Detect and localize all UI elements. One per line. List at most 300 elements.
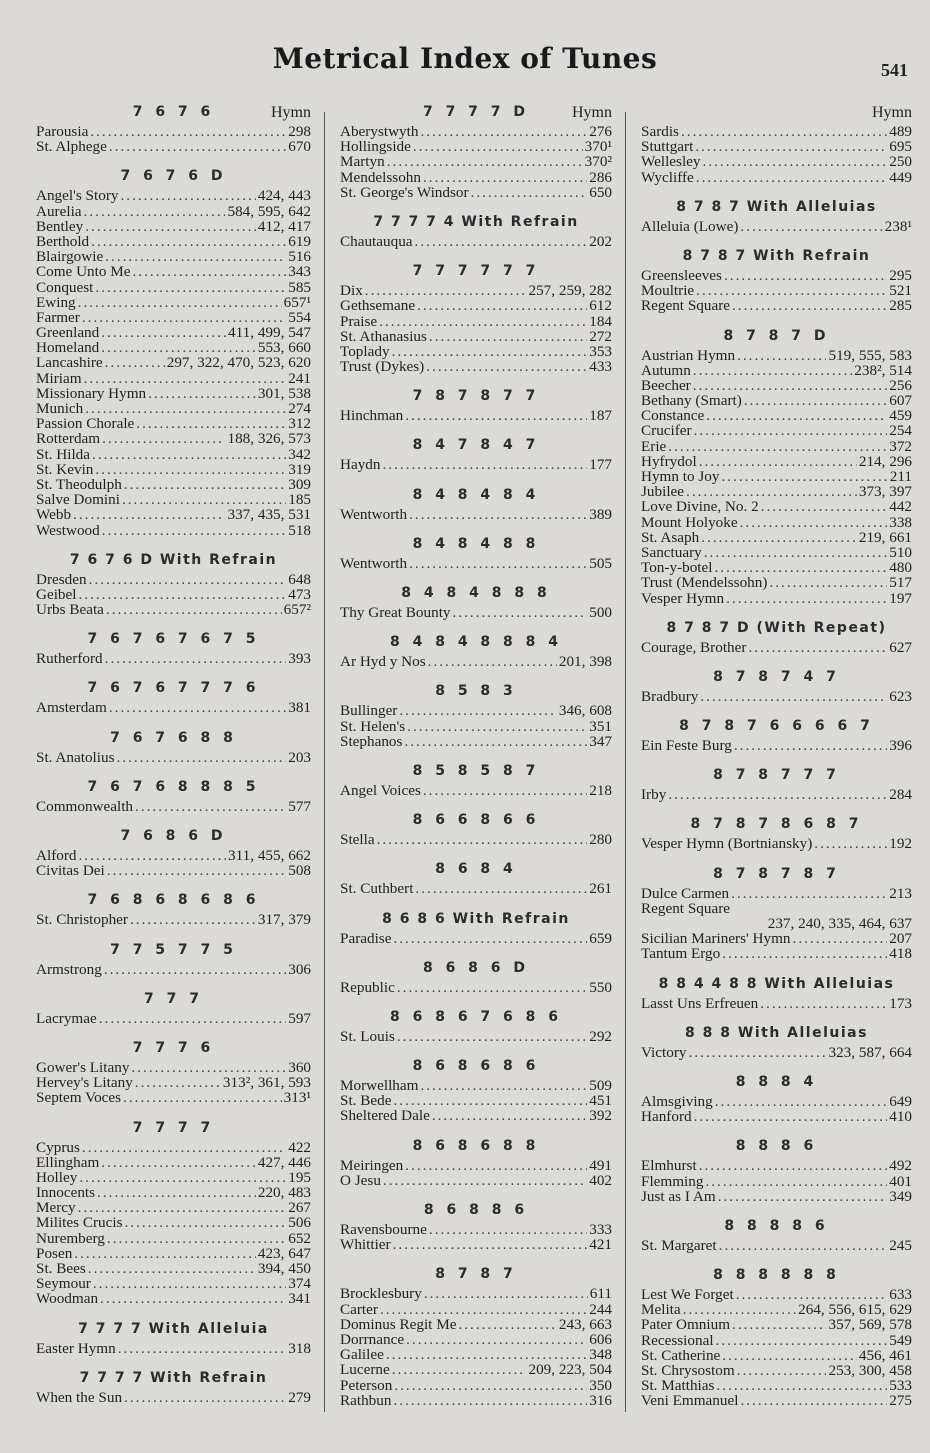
dot-leader [732, 1317, 826, 1332]
tune-entry [36, 204, 311, 219]
meter-label: 8 7 8 7 4 7 [713, 668, 840, 685]
tune-name: Posen [36, 1244, 73, 1262]
tune-entry [641, 1348, 912, 1363]
meter-label: 7 6 7 6 [132, 104, 215, 120]
hymn-numbers: 649 [889, 1092, 912, 1110]
tune-entry [641, 170, 912, 185]
meter-label: 8 6 8 6 With Refrain [382, 910, 570, 927]
hymn-numbers: 207 [889, 930, 912, 948]
hymn-numbers: 389 [589, 505, 612, 523]
tune-entry [641, 1045, 912, 1060]
meter-heading [340, 911, 612, 929]
tune-entry [36, 431, 311, 446]
tune-name: Berthold [36, 232, 90, 250]
tune-name: Salve Domini [36, 491, 120, 509]
hymn-numbers: 264, 556, 615, 629 [798, 1301, 912, 1319]
hymn-numbers: 657² [283, 601, 311, 619]
tune-name: St. Matthias [641, 1377, 715, 1395]
dot-leader [97, 1185, 256, 1200]
tune-name: St. Hilda [36, 445, 91, 463]
dot-leader [148, 386, 256, 401]
tune-entry [36, 188, 311, 203]
dot-leader [101, 325, 226, 340]
tune-entry [641, 1109, 912, 1124]
tune-entry [340, 605, 612, 620]
tune-name: Alford [36, 847, 77, 864]
meter-section [36, 779, 311, 814]
dot-leader [704, 545, 887, 560]
dot-leader [769, 575, 887, 590]
meter-heading [641, 248, 912, 266]
hymn-numbers: 393 [288, 650, 311, 668]
meter-heading [641, 104, 912, 122]
dot-leader [82, 1140, 286, 1155]
tune-name: Commonwealth [36, 797, 134, 815]
hymn-numbers: 301, 538 [257, 384, 311, 402]
tune-entry [36, 416, 311, 431]
dot-leader [405, 1158, 587, 1173]
meter-label: 8 4 8 4 8 8 8 [401, 585, 551, 601]
dot-leader [740, 219, 882, 234]
meter-section [641, 1074, 912, 1124]
meter-heading [641, 816, 912, 834]
tune-name: Autumn [641, 361, 691, 379]
meter-heading [340, 1058, 612, 1076]
tune-entry [641, 484, 912, 499]
hymn-numbers: 272 [589, 327, 612, 345]
tune-name: Tantum Ergo [641, 945, 721, 963]
dot-leader [406, 1332, 587, 1347]
tune-entry [36, 325, 311, 340]
hymn-numbers: 238¹ [884, 217, 912, 235]
tune-name: Greenland [36, 324, 100, 342]
tune-entry [641, 996, 912, 1011]
tune-entry [641, 348, 912, 363]
hymn-numbers: 195 [288, 1168, 311, 1186]
meter-label: 8 6 6 8 6 6 [412, 812, 540, 829]
meter-heading [340, 1138, 612, 1156]
tune-name: Bullinger [340, 702, 398, 720]
dot-leader [716, 1378, 887, 1393]
tune-name: St. Alphege [36, 138, 107, 156]
dot-leader [73, 507, 225, 522]
meter-label: 7 6 7 6 D With Refrain [69, 551, 278, 568]
meter-heading [641, 1074, 912, 1092]
meter-label: 8 5 8 5 8 7 [412, 762, 540, 779]
dot-leader [686, 484, 857, 499]
dot-leader [706, 408, 887, 423]
tune-name: Rotterdam [36, 430, 101, 448]
tune-name: When the Sun [36, 1388, 123, 1406]
tune-entry [36, 295, 311, 310]
dot-leader [95, 462, 286, 477]
hymn-numbers: 500 [589, 604, 612, 621]
hymn-numbers: 313¹ [283, 1089, 311, 1107]
tune-entry [36, 863, 311, 878]
column-divider [625, 112, 626, 1412]
tune-entry [36, 1140, 311, 1155]
dot-leader [668, 787, 887, 802]
dot-leader [107, 1231, 286, 1246]
meter-section [641, 767, 912, 802]
dot-leader [116, 750, 286, 765]
meter-section [36, 730, 311, 765]
tune-name: Sardis [641, 123, 679, 140]
tune-name: Wycliffe [641, 168, 694, 186]
meter-label: 8 4 8 4 8 4 [412, 486, 540, 503]
tune-name: Courage, Brother [641, 638, 747, 656]
hymn-numbers: 348 [589, 1346, 612, 1364]
tune-name: Chautauqua [340, 232, 413, 250]
meter-heading [36, 1321, 311, 1339]
dot-leader [428, 654, 557, 669]
tune-entry [36, 1231, 311, 1246]
dot-leader [668, 439, 887, 454]
tune-name: Ravensbourne [340, 1221, 427, 1238]
tune-name: St. Theodulph [36, 475, 122, 493]
tune-entry [36, 1390, 311, 1405]
dot-leader [429, 329, 587, 344]
hymn-numbers: 473 [288, 585, 311, 603]
tune-name: Melita [641, 1301, 681, 1319]
tune-entry [340, 408, 612, 423]
hymn-numbers: 611 [589, 1285, 612, 1303]
meter-section [641, 199, 912, 234]
tune-name: Homeland [36, 339, 100, 357]
dot-leader [705, 1174, 887, 1189]
tune-entry [641, 298, 912, 313]
tune-name: Crucifer [641, 422, 692, 440]
dot-leader [694, 423, 888, 438]
tune-name: Innocents [36, 1184, 96, 1202]
meter-label: 7 7 7 7 With Alleluia [78, 1320, 269, 1337]
tune-entry [36, 249, 311, 264]
page-number: 541 [881, 60, 908, 80]
tune-name: Whittier [340, 1236, 391, 1254]
tune-entry [36, 462, 311, 477]
hymn-numbers: 285 [889, 297, 912, 315]
dot-leader [700, 689, 887, 704]
dot-leader [716, 1333, 888, 1348]
dot-leader [793, 931, 888, 946]
hymn-numbers: 519, 555, 583 [828, 346, 912, 364]
meter-section [340, 683, 612, 749]
tune-entry [641, 836, 912, 851]
tune-entry [340, 980, 612, 995]
dot-leader [105, 249, 286, 264]
dot-leader [377, 832, 588, 847]
tune-name: St. Bede [340, 1092, 392, 1110]
hymn-numbers: 280 [589, 831, 612, 849]
dot-leader [397, 1029, 587, 1044]
tune-name: Dominus Regit Me [340, 1315, 457, 1333]
meter-heading [340, 536, 612, 554]
hymn-numbers: 373, 397 [858, 483, 912, 501]
meter-section [340, 911, 612, 946]
dot-leader [78, 295, 282, 310]
dot-leader [404, 734, 587, 749]
hymn-numbers: 374 [288, 1275, 311, 1293]
dot-leader [130, 912, 256, 927]
hymn-numbers: 381 [288, 699, 311, 717]
tune-entry [641, 640, 912, 655]
tune-entry [641, 787, 912, 802]
tune-entry [36, 848, 311, 863]
tune-name: Sanctuary [641, 543, 702, 561]
dot-leader [383, 457, 588, 472]
dot-leader [102, 431, 225, 446]
tune-entry [340, 832, 612, 847]
meter-heading [340, 1266, 612, 1284]
dot-leader [90, 124, 286, 139]
hymn-numbers: 297, 322, 470, 523, 620 [166, 354, 311, 372]
dot-leader [695, 139, 887, 154]
meter-section [641, 1138, 912, 1204]
tune-entry [340, 1108, 612, 1123]
hymn-numbers: 173 [889, 994, 912, 1012]
tune-name: Parousia [36, 123, 89, 140]
meter-heading [641, 976, 912, 994]
tune-name: Regent Square [641, 899, 730, 917]
meter-label: 8 6 8 6 D [422, 959, 530, 976]
dot-leader [387, 154, 583, 169]
hymn-numbers: 347 [589, 732, 612, 750]
meter-heading [340, 1202, 612, 1220]
tune-entry [36, 523, 311, 538]
tune-entry [340, 1158, 612, 1173]
tune-entry [340, 1286, 612, 1301]
tune-entry [340, 344, 612, 359]
hymn-numbers: 652 [288, 1229, 311, 1247]
hymn-numbers: 343 [288, 263, 311, 281]
meter-heading [340, 683, 612, 701]
tune-entry [36, 1200, 311, 1215]
hymn-numbers: 459 [889, 407, 912, 425]
hymn-numbers: 256 [889, 376, 912, 394]
hymn-numbers: 480 [889, 559, 912, 577]
tune-entry [340, 154, 612, 169]
meter-label: 8 8 8 8 8 8 [713, 1267, 840, 1284]
meter-label: 8 8 8 4 [735, 1073, 818, 1090]
meter-section [340, 1138, 612, 1188]
meter-section [36, 991, 311, 1026]
meter-heading [36, 1120, 311, 1138]
tune-entry [340, 1393, 612, 1408]
meter-label: 7 6 7 6 8 8 8 5 [87, 778, 260, 795]
meter-section [340, 214, 612, 249]
hymn-numbers: 577 [288, 797, 311, 815]
dot-leader [458, 1317, 556, 1332]
tune-entry [641, 378, 912, 393]
tune-entry [340, 1302, 612, 1317]
dot-leader [420, 1078, 587, 1093]
hymn-numbers: 276 [589, 123, 612, 140]
tune-entry [36, 401, 311, 416]
meter-section [641, 1025, 912, 1060]
dot-leader [734, 738, 887, 753]
meter-section [340, 812, 612, 847]
meter-section [641, 104, 912, 185]
dot-leader [393, 1393, 587, 1408]
tune-entry [36, 340, 311, 355]
tune-name: Lacrymae [36, 1009, 97, 1027]
tune-name: Galilee [340, 1346, 384, 1364]
dot-leader [102, 523, 286, 538]
tune-name: Sheltered Dale [340, 1107, 430, 1125]
tune-name: Lest We Forget [641, 1286, 734, 1304]
dot-leader [726, 591, 887, 606]
meter-section [340, 763, 612, 798]
dot-leader [683, 1302, 796, 1317]
tune-name: Munich [36, 400, 84, 417]
tune-entry [36, 124, 311, 139]
tune-name: Lasst Uns Erfreuen [641, 994, 759, 1012]
tune-name: St. Athanasius [340, 327, 427, 345]
tune-name: Westwood [36, 521, 100, 539]
tune-entry [36, 799, 311, 814]
hymn-numbers: 238², 514 [854, 361, 912, 379]
tune-name: Stuttgart [641, 138, 694, 156]
meter-heading [641, 1025, 912, 1043]
meter-label: 7 6 8 6 8 6 8 6 [87, 892, 260, 909]
dot-leader [123, 1090, 282, 1105]
tune-entry [36, 139, 311, 154]
meter-section [340, 536, 612, 571]
dot-leader [397, 980, 587, 995]
dot-leader [740, 515, 888, 530]
tune-name: St. Helen's [340, 717, 406, 735]
meter-heading [340, 214, 612, 232]
tune-entry [36, 1261, 311, 1276]
meter-label: 8 7 8 7 With Refrain [682, 247, 871, 264]
hymn-numbers: 275 [889, 1392, 912, 1410]
tune-name: Rathbun [340, 1391, 392, 1409]
tune-entry [36, 700, 311, 715]
tune-name: Regent Square [641, 297, 730, 315]
hymn-numbers: 506 [288, 1214, 311, 1232]
hymn-numbers: 311, 455, 662 [228, 847, 311, 864]
hymn-numbers: 517 [889, 574, 912, 592]
hymn-numbers: 421 [589, 1236, 612, 1254]
dot-leader [124, 477, 286, 492]
hymn-column-label: Hymn [872, 104, 912, 121]
meter-section [641, 718, 912, 753]
tune-entry [641, 268, 912, 283]
dot-leader [471, 185, 588, 200]
hymn-numbers: 633 [889, 1286, 912, 1304]
tune-entry [340, 457, 612, 472]
tune-name: Wentworth [340, 505, 408, 523]
tune-name: St. Kevin [36, 460, 94, 478]
tune-entry [641, 1158, 912, 1173]
hymn-numbers: 306 [288, 960, 311, 978]
tune-entry [641, 408, 912, 423]
meter-label: 8 7 8 7 8 6 8 7 [690, 816, 863, 833]
hymn-numbers: 342 [288, 445, 311, 463]
tune-name: St. Anatolius [36, 748, 115, 766]
tune-entry [641, 545, 912, 560]
hymn-numbers: 337, 435, 531 [227, 506, 311, 524]
tune-name: Amsterdam [36, 699, 107, 717]
meter-label: 8 8 8 8 6 [724, 1217, 829, 1234]
dot-leader [84, 371, 287, 386]
dot-leader [394, 1378, 587, 1393]
hymn-numbers: 521 [889, 282, 912, 300]
meter-section [36, 1321, 311, 1356]
dot-leader [109, 700, 286, 715]
meter-section [36, 1370, 311, 1405]
tune-entry [340, 1332, 612, 1347]
meter-label: 7 6 7 6 7 6 7 5 [87, 631, 260, 648]
dot-leader [696, 170, 887, 185]
tune-entry [36, 447, 311, 462]
meter-section [641, 620, 912, 655]
tune-entry [36, 355, 311, 370]
tune-entry [36, 1215, 311, 1230]
dot-leader [104, 962, 286, 977]
tune-entry [36, 651, 311, 666]
hymn-numbers: 197 [889, 589, 912, 607]
tune-entry [36, 371, 311, 386]
tune-entry [340, 1093, 612, 1108]
tune-entry [36, 962, 311, 977]
meter-section [641, 1218, 912, 1253]
tune-name: Vesper Hymn (Bortniansky) [641, 835, 813, 853]
meter-section [340, 1266, 612, 1408]
tune-name: Civitas Dei [36, 862, 105, 880]
tune-name: Dresden [36, 570, 87, 588]
tune-name: Mercy [36, 1199, 76, 1217]
dot-leader [721, 469, 887, 484]
tune-entry [641, 423, 912, 438]
dot-leader [105, 355, 165, 370]
dot-leader [85, 219, 256, 234]
tune-name: Stella [340, 831, 375, 849]
meter-label: 8 8 8 6 [735, 1138, 818, 1155]
meter-label: 8 8 4 4 8 8 With Alleluias [658, 975, 895, 992]
tune-entry [641, 946, 912, 961]
tune-name: St. Catherine [641, 1346, 721, 1364]
dot-leader [399, 703, 556, 718]
tune-entry [340, 1222, 612, 1237]
tune-name: Dulce Carmen [641, 884, 730, 902]
tune-entry [36, 1291, 311, 1306]
tune-name: Vesper Hymn [641, 589, 725, 607]
tune-entry [340, 298, 612, 313]
dot-leader [393, 931, 587, 946]
meter-section [340, 1009, 612, 1044]
dot-leader [409, 556, 587, 571]
dot-leader [79, 1170, 286, 1185]
dot-leader [122, 492, 286, 507]
tune-name: Republic [340, 978, 395, 996]
hymn-numbers: 505 [589, 554, 612, 572]
tune-name: Wellesley [641, 153, 701, 171]
tune-name: Paradise [340, 929, 392, 947]
dot-leader [365, 283, 527, 298]
meter-section [340, 634, 612, 669]
dot-leader [703, 154, 888, 169]
dot-leader [426, 359, 587, 374]
hymn-numbers: 508 [288, 862, 311, 880]
dot-leader [79, 848, 227, 863]
tune-entry [36, 1246, 311, 1261]
meter-section [36, 828, 311, 878]
tune-name: Ewing [36, 293, 76, 311]
tune-name: Mendelssohn [340, 168, 421, 186]
hymn-numbers: 648 [288, 570, 311, 588]
hymn-numbers: 349 [889, 1187, 912, 1205]
